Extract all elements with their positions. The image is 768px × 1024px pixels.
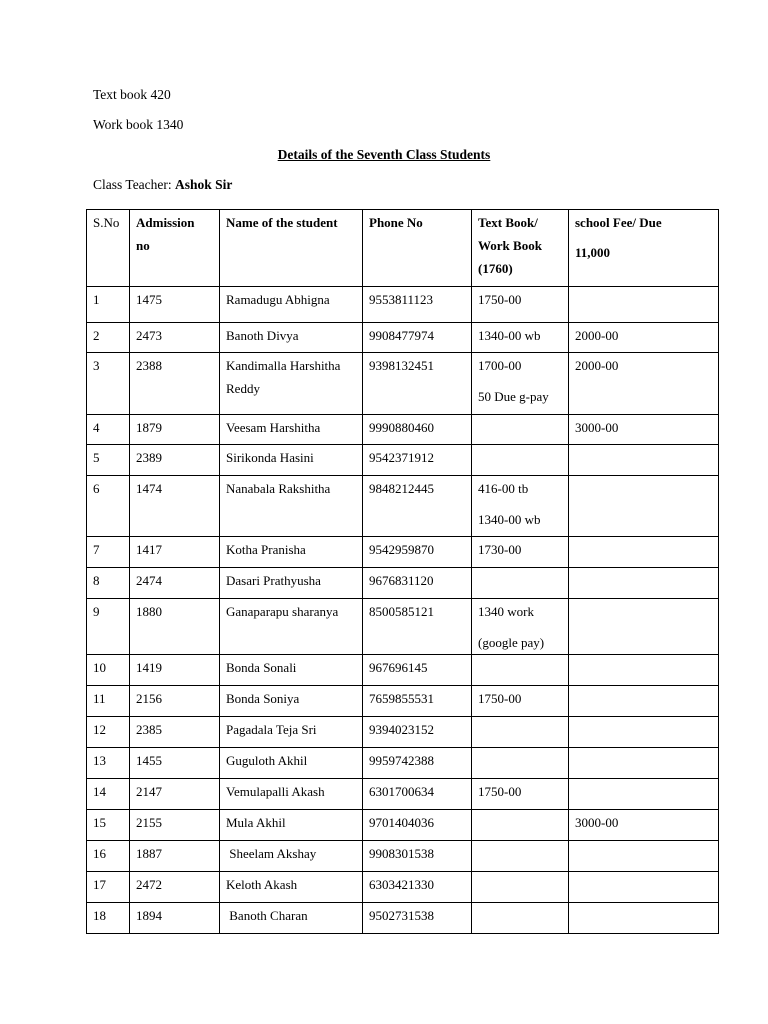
cell-student-name [220,903,363,934]
cell-student-name [220,476,363,537]
cell-sno [87,537,130,568]
cell-phone-text: 9542371912 [369,450,434,465]
table-row [87,353,719,415]
textbook-price-line: Text book 420 [93,87,171,102]
cell-sno-text: 15 [93,815,106,830]
cell-student-name-text: Kandimalla Harshitha [226,358,341,373]
cell-admission-no-text: 2389 [136,450,162,465]
cell-admission-no-text: 2156 [136,691,162,706]
document-title: Details of the Seventh Class Students [277,147,491,162]
cell-sno [87,476,130,537]
cell-phone-text: 9701404036 [369,815,434,830]
cell-school-fee [569,323,719,353]
cell-phone [363,287,472,323]
cell-phone-text: 9959742388 [369,753,434,768]
table-row [87,445,719,476]
cell-book-text: 1340 work [478,604,534,619]
cell-book [472,568,569,599]
cell-admission-no [130,476,220,537]
cell-sno-text: 4 [93,420,100,435]
cell-student-name [220,287,363,323]
cell-school-fee-text: 3000-00 [575,420,619,435]
cell-student-name [220,537,363,568]
cell-phone [363,599,472,655]
cell-sno [87,872,130,903]
cell-book-text: (google pay) [478,635,545,650]
table-row [87,599,719,655]
cell-book [472,810,569,841]
cell-book [472,655,569,686]
cell-phone [363,717,472,748]
table-row [87,810,719,841]
cell-student-name [220,655,363,686]
cell-student-name-text: Keloth Akash [226,877,298,892]
cell-sno-text: 14 [93,784,106,799]
cell-book [472,748,569,779]
cell-admission-no-text: 1880 [136,604,162,619]
header-book: Text Book/ Work Book (1760) [472,210,569,287]
cell-book [472,779,569,810]
cell-book [472,686,569,717]
cell-sno-text: 13 [93,753,106,768]
cell-sno-text: 7 [93,542,100,557]
cell-student-name-text: Ganaparapu sharanya [226,604,339,619]
cell-book-text: 1730-00 [478,542,522,557]
cell-admission-no [130,353,220,415]
cell-admission-no-text: 2385 [136,722,162,737]
cell-phone [363,415,472,445]
cell-book [472,445,569,476]
cell-book-text: 416-00 tb [478,481,529,496]
cell-phone [363,686,472,717]
cell-phone-text: 6301700634 [369,784,434,799]
cell-school-fee [569,872,719,903]
cell-student-name-text: Kotha Pranisha [226,542,306,557]
header-school-fee: school Fee/ Due 11,000 [569,210,719,287]
cell-sno-text: 12 [93,722,106,737]
table-row [87,872,719,903]
cell-sno-text: 18 [93,908,106,923]
cell-sno [87,599,130,655]
cell-school-fee [569,599,719,655]
header-admission: Admission no [130,210,220,287]
cell-phone-text: 8500585121 [369,604,434,619]
cell-admission-no-text: 1879 [136,420,162,435]
table-row [87,841,719,872]
cell-school-fee [569,903,719,934]
cell-school-fee [569,717,719,748]
cell-admission-no [130,717,220,748]
cell-phone-text: 9908301538 [369,846,434,861]
cell-sno [87,779,130,810]
cell-book [472,599,569,655]
cell-phone-text: 9394023152 [369,722,434,737]
cell-student-name [220,810,363,841]
cell-phone [363,476,472,537]
class-teacher-name: Ashok Sir [175,177,233,192]
cell-sno [87,748,130,779]
cell-phone-text: 9848212445 [369,481,434,496]
cell-book [472,415,569,445]
class-teacher-label: Class Teacher: [93,177,176,192]
cell-school-fee [569,686,719,717]
cell-book [472,476,569,537]
cell-admission-no [130,287,220,323]
cell-admission-no-text: 1894 [136,908,162,923]
cell-phone [363,872,472,903]
table-row [87,686,719,717]
cell-book [472,537,569,568]
cell-sno-text: 16 [93,846,106,861]
cell-sno [87,568,130,599]
cell-book [472,903,569,934]
cell-sno-text: 5 [93,450,100,465]
cell-student-name-text: Banoth Charan [226,908,308,923]
cell-student-name-text: Bonda Soniya [226,691,300,706]
cell-sno-text: 17 [93,877,106,892]
cell-sno [87,415,130,445]
cell-admission-no [130,903,220,934]
cell-admission-no [130,568,220,599]
cell-admission-no-text: 2155 [136,815,162,830]
cell-student-name-text: Dasari Prathyusha [226,573,321,588]
cell-phone [363,353,472,415]
header-sno: S.No [87,210,130,287]
cell-sno-text: 10 [93,660,106,675]
cell-admission-no [130,599,220,655]
cell-admission-no [130,415,220,445]
cell-phone [363,537,472,568]
cell-admission-no-text: 2472 [136,877,162,892]
cell-school-fee-text: 2000-00 [575,358,619,373]
class-teacher-line [93,177,232,193]
cell-student-name-text: Reddy [226,381,260,396]
cell-phone [363,779,472,810]
cell-admission-no-text: 1455 [136,753,162,768]
cell-student-name-text: Mula Akhil [226,815,286,830]
cell-admission-no-text: 2147 [136,784,162,799]
cell-admission-no [130,779,220,810]
cell-school-fee [569,748,719,779]
cell-sno [87,841,130,872]
cell-student-name-text: Guguloth Akhil [226,753,308,768]
header-phone: Phone No [363,210,472,287]
cell-phone [363,323,472,353]
cell-student-name-text: Veesam Harshitha [226,420,321,435]
cell-admission-no-text: 2473 [136,328,162,343]
table-row [87,903,719,934]
cell-student-name [220,445,363,476]
cell-admission-no [130,445,220,476]
cell-book [472,872,569,903]
cell-school-fee [569,415,719,445]
cell-admission-no-text: 2474 [136,573,162,588]
cell-phone-text: 6303421330 [369,877,434,892]
cell-sno-text: 1 [93,292,100,307]
cell-phone-text: 9553811123 [369,292,434,307]
cell-sno-text: 3 [93,358,100,373]
cell-student-name [220,872,363,903]
cell-admission-no-text: 1419 [136,660,162,675]
table-row [87,655,719,686]
cell-book-text: 1340-00 wb [478,328,541,343]
cell-school-fee [569,476,719,537]
cell-school-fee-text: 3000-00 [575,815,619,830]
cell-phone [363,841,472,872]
cell-admission-no [130,748,220,779]
cell-book-text: 1750-00 [478,784,522,799]
cell-student-name-text: Sirikonda Hasini [226,450,314,465]
header-student-name: Name of the student [220,210,363,287]
cell-sno [87,445,130,476]
cell-sno [87,903,130,934]
cell-admission-no-text: 1474 [136,481,162,496]
cell-admission-no-text: 2388 [136,358,162,373]
cell-admission-no-text: 1417 [136,542,162,557]
cell-admission-no [130,686,220,717]
table-row [87,568,719,599]
cell-phone-text: 9908477974 [369,328,434,343]
cell-school-fee [569,353,719,415]
cell-sno-text: 9 [93,604,100,619]
table-row [87,476,719,537]
cell-phone-text: 9398132451 [369,358,434,373]
cell-admission-no-text: 1475 [136,292,162,307]
cell-school-fee [569,537,719,568]
cell-student-name [220,599,363,655]
cell-book [472,353,569,415]
cell-phone [363,445,472,476]
cell-school-fee [569,655,719,686]
cell-book-text: 1750-00 [478,691,522,706]
cell-student-name [220,779,363,810]
cell-sno [87,323,130,353]
cell-student-name-text: Vemulapalli Akash [226,784,325,799]
cell-sno-text: 8 [93,573,100,588]
cell-student-name-text: Nanabala Rakshitha [226,481,331,496]
cell-sno [87,655,130,686]
table-row [87,287,719,323]
cell-admission-no [130,872,220,903]
table-row [87,748,719,779]
cell-student-name [220,841,363,872]
cell-student-name [220,748,363,779]
cell-book-text: 1340-00 wb [478,512,541,527]
table-row [87,537,719,568]
cell-school-fee [569,841,719,872]
cell-phone-text: 9990880460 [369,420,434,435]
cell-phone-text: 9502731538 [369,908,434,923]
cell-student-name [220,686,363,717]
table-row [87,717,719,748]
cell-school-fee [569,287,719,323]
workbook-price-line: Work book 1340 [93,117,184,132]
cell-phone [363,810,472,841]
cell-book [472,841,569,872]
cell-book [472,717,569,748]
cell-student-name [220,568,363,599]
cell-sno-text: 11 [93,691,106,706]
cell-student-name [220,717,363,748]
cell-book-text: 1700-00 [478,358,522,373]
cell-phone [363,903,472,934]
table-header-row [87,210,719,287]
cell-sno [87,287,130,323]
cell-sno [87,686,130,717]
cell-admission-no-text: 1887 [136,846,162,861]
cell-student-name-text: Banoth Divya [226,328,299,343]
table-row [87,779,719,810]
cell-book-text: 50 Due g-pay [478,389,549,404]
cell-school-fee [569,810,719,841]
cell-student-name-text: Pagadala Teja Sri [226,722,317,737]
cell-phone-text: 9676831120 [369,573,434,588]
cell-student-name [220,323,363,353]
students-table [86,209,719,934]
cell-sno [87,810,130,841]
cell-sno [87,353,130,415]
cell-student-name [220,353,363,415]
table-row [87,323,719,353]
cell-sno [87,717,130,748]
cell-admission-no [130,323,220,353]
cell-phone-text: 9542959870 [369,542,434,557]
table-row [87,415,719,445]
cell-book [472,323,569,353]
cell-book [472,287,569,323]
cell-sno-text: 6 [93,481,100,496]
cell-school-fee [569,445,719,476]
cell-admission-no [130,537,220,568]
cell-student-name-text: Sheelam Akshay [226,846,317,861]
cell-school-fee [569,568,719,599]
cell-student-name-text: Bonda Sonali [226,660,297,675]
cell-school-fee [569,779,719,810]
cell-phone-text: 7659855531 [369,691,434,706]
cell-admission-no [130,841,220,872]
cell-phone [363,568,472,599]
cell-sno-text: 2 [93,328,100,343]
cell-school-fee-text: 2000-00 [575,328,619,343]
cell-student-name [220,415,363,445]
cell-phone [363,655,472,686]
cell-book-text: 1750-00 [478,292,522,307]
cell-phone-text: 967696145 [369,660,428,675]
cell-admission-no [130,810,220,841]
cell-admission-no [130,655,220,686]
cell-student-name-text: Ramadugu Abhigna [226,292,330,307]
cell-phone [363,748,472,779]
